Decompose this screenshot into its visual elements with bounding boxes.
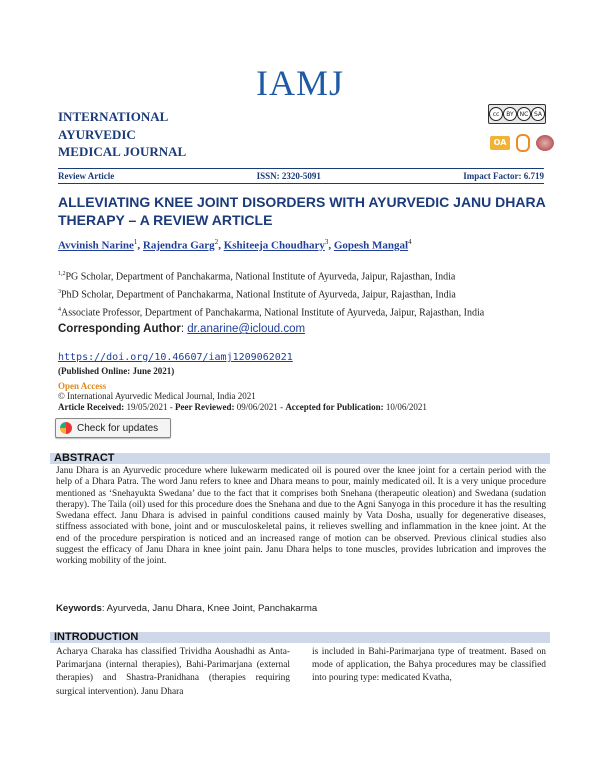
email-link[interactable]: dr.anarine@icloud.com (187, 323, 306, 335)
journal-line: INTERNATIONAL (58, 109, 169, 124)
accepted-label: Accepted for Publication: (285, 402, 384, 412)
affiliation (58, 303, 484, 321)
check-updates-label: Check for updates (77, 422, 159, 434)
author-link[interactable]: Rajendra Garg (142, 239, 215, 252)
sa-icon: SA (531, 107, 545, 121)
cc-icon: cc (489, 107, 503, 121)
reviewed-label: Peer Reviewed: (174, 402, 235, 412)
copyright: © International Ayurvedic Medical Journal, India 2021 (58, 391, 256, 401)
author-sup: 1 (133, 238, 138, 246)
nc-icon: NC (517, 107, 531, 121)
indexing-badges (490, 134, 554, 152)
impact-factor: Impact Factor: 6.719 (463, 171, 544, 181)
author-sup: 2 (214, 238, 219, 246)
journal-name (58, 108, 186, 161)
affiliation-sup: 3 (58, 288, 61, 295)
affiliation-sup: 1,2 (58, 271, 66, 277)
corresponding-label: Corresponding Author (58, 323, 181, 335)
abstract-heading-band (50, 453, 550, 464)
author-link[interactable]: Avvinish Narine (58, 239, 134, 252)
author-link[interactable]: Kshiteeja Choudhary (223, 239, 325, 252)
article-dates: Article Received: 19/05/2021 - Peer Reviewed: 09/06/2021 - Accepted for Publication: 10/06/2021 (58, 402, 427, 412)
article-title: ALLEVIATING KNEE JOINT DISORDERS WITH AYURVEDIC JANU DHARA THERAPY – A REVIEW ARTICLE (58, 194, 546, 228)
author-sup: 3 (324, 238, 329, 246)
issn: ISSN: 2320-5091 (256, 171, 321, 181)
affiliation (58, 285, 484, 303)
crossmark-icon (60, 422, 72, 434)
check-for-updates-button[interactable] (55, 418, 171, 438)
author-link[interactable]: Gopesh Mangal (333, 239, 409, 252)
affiliation-text: PhD Scholar, Department of Panchakarma, National Institute of Ayurveda, Jaipur, Rajasthan, India (61, 289, 456, 301)
abstract-text: Janu Dhara is an Ayurvedic procedure where lukewarm medicated oil is poured over the knee joint for a certain period with the help of a Dhara Patra. The word Janu refers to knee and Dhara means to pour, mainly medicated oil. It is a very unique procedure mentioned as ‘Snehayukta Swedana’ due to the fact that it comprises both Snehana (therapeutic oleation) and Swedana (sudation therapy). The Taila (oil) used for this procedure does the Snehana and due to the Agni Sanyoga in this procedure it has the resulting Swedana effect. Janu Dhara is advised in painful conditions caused mainly by Vata Dosha, usually for degenerative diseases, stiffness associated with bone, joint and or musculoskeletal pains, it relieves swelling and inflammation in the knee joint. At the end of the procedure perspiration is noticed and an increased range of motion can be observed. Previous clinical studies also suggest the efficacy of Janu Dhara in knee joint pain. Janu Dhara helps to tone muscles, provides lubrication and improves the working mobility of the joint. (56, 466, 546, 567)
received-label: Article Received: (58, 402, 125, 412)
abstract-heading: ABSTRACT (54, 452, 115, 464)
received-date: 19/05/2021 (126, 402, 168, 412)
keywords-label: Keywords (56, 603, 102, 614)
accepted-date: 10/06/2021 (385, 402, 427, 412)
cc-license-badge[interactable] (488, 104, 546, 124)
published-online: (Published Online: June 2021) (58, 366, 175, 376)
intro-heading: INTRODUCTION (54, 631, 139, 643)
keywords: Keywords: Ayurveda, Janu Dhara, Knee Joint, Panchakarma (56, 603, 318, 614)
by-icon: BY (503, 107, 517, 121)
journal-line: AYURVEDIC (58, 126, 136, 142)
journal-line: MEDICAL JOURNAL (58, 144, 187, 159)
keywords-text: Ayurveda, Janu Dhara, Knee Joint, Panchakarma (106, 603, 318, 614)
seal-icon (536, 135, 554, 151)
meta-bar (58, 168, 544, 184)
intro-column-2: is included in Bahi-Parimarjana type of treatment. Based on mode of application, the Bahya procedures may be classified into pouring type: medicated Kvatha, (312, 647, 546, 684)
article-type: Review Article (58, 171, 115, 181)
intro-column-1: Acharya Charaka has classified Trividha Aoushadhi as Anta-Parimarjana (internal therapies), Bahi-Parimarjana (external therapies) and Shastra-Pranidhana (therapies requiring surgical intervention). Janu Dhara (56, 647, 290, 697)
affiliation (58, 267, 484, 285)
author-sup: 4 (408, 238, 412, 246)
intro-heading-band (50, 632, 550, 643)
affiliations (58, 267, 484, 320)
open-access-icon (516, 134, 530, 152)
open-access-label: Open Access (58, 381, 107, 391)
affiliation-text: Associate Professor, Department of Panchakarma, National Institute of Ayurveda, Jaipur, Rajasthan, India (61, 306, 485, 318)
affiliation-text: PG Scholar, Department of Panchakarma, National Institute of Ayurveda, Jaipur, Rajasthan, India (65, 271, 456, 283)
badge-icon: OA (490, 136, 510, 150)
affiliation-sup: 4 (58, 306, 61, 313)
reviewed-date: 09/06/2021 (236, 402, 278, 412)
corresponding-author: Corresponding Author: dr.anarine@icloud.com (58, 323, 306, 335)
author-list: Avvinish Narine$^1$, Rajendra Garg$^2$, Kshiteeja Choudhary$^3$, Gopesh Mangal$^4$ (58, 238, 412, 252)
journal-logo: IAMJ (255, 63, 344, 103)
doi-link[interactable]: https://doi.org/10.46607/iamj1209062021 (58, 352, 293, 363)
